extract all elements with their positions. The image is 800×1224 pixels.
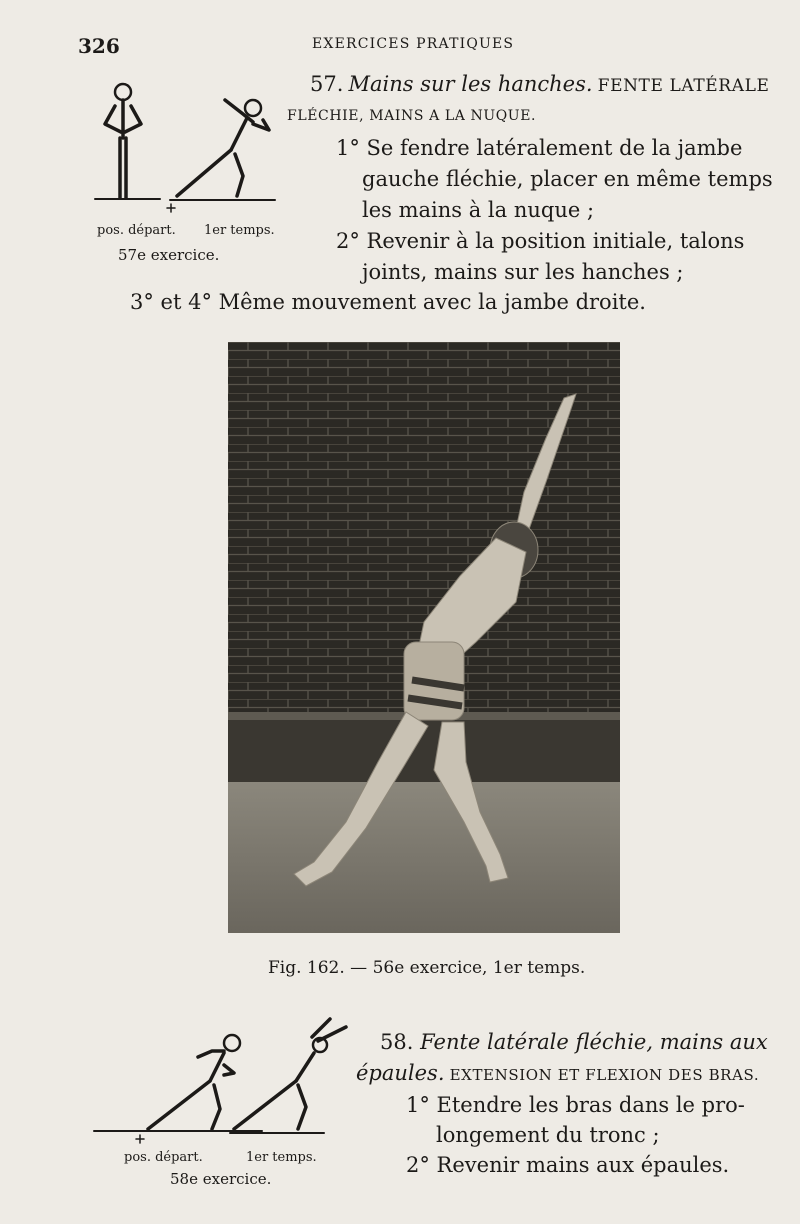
exercise-58-title [380,1030,768,1054]
exercise-57-title-smallcaps-1: FENTE LATÉRALE [597,76,770,96]
exercise-58-step-line: 1° Etendre les bras dans le pro- [406,1093,745,1117]
stick-figure-diagram-58 [92,1015,342,1145]
stick-figure-diagram-57 [85,78,285,218]
exercise-58-subtitle [356,1061,759,1085]
exercise-57-step-line: 3° et 4° Même mouvement avec la jambe droite. [130,290,646,314]
figure-label-time-58: 1er temps. [246,1150,317,1165]
exercise-57-step-line: joints, mains sur les hanches ; [362,260,684,284]
exercise-58-step-line: 2° Revenir mains aux épaules. [406,1153,730,1177]
exercise-57-number: 57. [310,72,344,96]
figure-caption-58: 58e exercice. [170,1170,272,1188]
figure-label-start-58: pos. départ. [124,1150,203,1165]
exercise-57-title [310,72,769,96]
exercise-58-title-italic-2: épaules. [356,1061,445,1085]
exercise-58-number: 58. [380,1030,414,1054]
exercise-57-subtitle: FLÉCHIE, MAINS A LA NUQUE. [287,108,537,124]
figure-label-time-57: 1er temps. [204,223,275,238]
brick-wall-photo-illustration [228,342,620,933]
exercise-photograph [228,342,620,933]
exercise-58-title-italic-1: Fente latérale fléchie, mains aux [420,1030,768,1054]
exercise-58-step-line: longement du tronc ; [436,1123,660,1147]
exercise-57-step-line: 2° Revenir à la position initiale, talons [336,229,745,253]
exercise-57-step-line: les mains à la nuque ; [362,198,595,222]
exercise-58-title-smallcaps: EXTENSION ET FLEXION DES BRAS. [449,1066,760,1084]
exercise-57-title-italic: Mains sur les hanches. [348,72,593,96]
figure-caption-57: 57e exercice. [118,246,220,264]
figure-label-start-57: pos. départ. [97,223,176,238]
running-head: EXERCICES PRATIQUES [312,36,515,52]
exercise-57-step-line: 1° Se fendre latéralement de la jambe [336,136,743,160]
photo-figure-caption: Fig. 162. — 56e exercice, 1er temps. [268,958,586,978]
exercise-57-step-line: gauche fléchie, placer en même temps [362,167,773,191]
page-number: 326 [78,34,120,58]
